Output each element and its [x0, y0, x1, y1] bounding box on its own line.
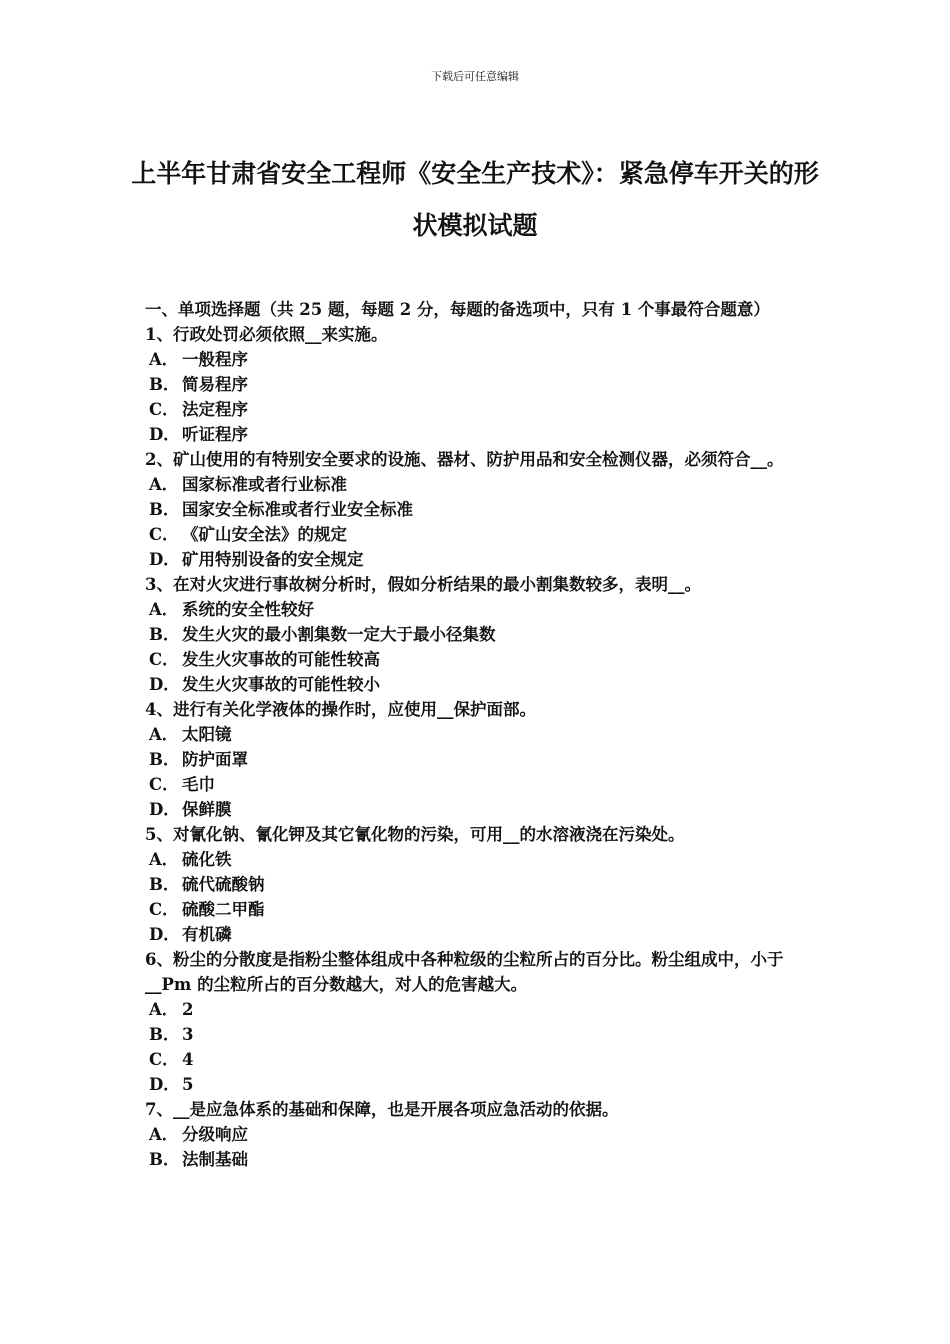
- answer-option: [145, 872, 813, 897]
- option-letter: C．: [149, 400, 179, 419]
- answer-option: [145, 347, 813, 372]
- option-text: 一般程序: [182, 350, 248, 369]
- option-letter: C．: [149, 650, 179, 669]
- option-text: 分级响应: [182, 1125, 248, 1144]
- question-item: [145, 947, 813, 1097]
- answer-option: [145, 1022, 813, 1047]
- answer-option: [145, 1047, 813, 1072]
- answer-option: [145, 797, 813, 822]
- option-letter: B．: [149, 875, 180, 894]
- answer-option: [145, 597, 813, 622]
- question-item: [145, 572, 813, 697]
- question-list: [145, 322, 813, 1172]
- option-text: 5: [182, 1075, 194, 1094]
- option-text: 国家安全标准或者行业安全标准: [182, 500, 413, 519]
- section-heading: 一、单项选择题（共 25 题，每题 2 分，每题的备选项中，只有 1 个事最符合题意）: [145, 300, 770, 319]
- option-text: 2: [182, 1000, 194, 1019]
- answer-option: [145, 647, 813, 672]
- option-text: 简易程序: [182, 375, 248, 394]
- option-letter: D．: [149, 675, 180, 694]
- option-letter: B．: [149, 375, 180, 394]
- option-text: 《矿山安全法》的规定: [182, 525, 347, 544]
- question-stem: 6、粉尘的分散度是指粉尘整体组成中各种粒级的尘粒所占的百分比。粉尘组成中，小于__Pm 的尘粒所占的百分数越大，对人的危害越大。: [145, 950, 784, 994]
- option-text: 系统的安全性较好: [182, 600, 314, 619]
- document-title: 上半年甘肃省安全工程师《安全生产技术》：紧急停车开关的形状模拟试题: [131, 159, 819, 240]
- option-text: 发生火灾事故的可能性较高: [182, 650, 380, 669]
- question-stem: 5、对氰化钠、氰化钾及其它氰化物的污染，可用__的水溶液浇在污染处。: [145, 825, 685, 844]
- answer-option: [145, 722, 813, 747]
- option-text: 硫代硫酸钠: [182, 875, 265, 894]
- option-letter: A．: [149, 1125, 179, 1144]
- option-letter: C．: [149, 525, 179, 544]
- question-item: [145, 822, 813, 947]
- header-note: 下载后可任意编辑: [431, 70, 519, 83]
- question-item: [145, 697, 813, 822]
- option-letter: D．: [149, 425, 180, 444]
- option-letter: B．: [149, 1025, 180, 1044]
- option-letter: A．: [149, 850, 179, 869]
- question-stem: 4、进行有关化学液体的操作时，应使用__保护面部。: [145, 700, 536, 719]
- answer-option: [145, 422, 813, 447]
- option-letter: C．: [149, 1050, 179, 1069]
- answer-option: [145, 1072, 813, 1097]
- answer-option: [145, 472, 813, 497]
- question-item: [145, 1097, 813, 1172]
- option-text: 硫酸二甲酯: [182, 900, 265, 919]
- answer-option: [145, 922, 813, 947]
- question-item: [145, 322, 813, 447]
- option-text: 毛巾: [182, 775, 215, 794]
- option-text: 防护面罩: [182, 750, 248, 769]
- option-letter: A．: [149, 725, 179, 744]
- answer-option: [145, 622, 813, 647]
- option-text: 国家标准或者行业标准: [182, 475, 347, 494]
- option-text: 矿用特别设备的安全规定: [182, 550, 364, 569]
- option-text: 太阳镜: [182, 725, 232, 744]
- question-stem: 3、在对火灾进行事故树分析时，假如分析结果的最小割集数较多，表明__。: [145, 575, 701, 594]
- question-item: [145, 447, 813, 572]
- exam-content: [145, 297, 813, 1172]
- option-letter: B．: [149, 625, 180, 644]
- option-letter: A．: [149, 1000, 179, 1019]
- option-text: 硫化铁: [182, 850, 232, 869]
- option-text: 发生火灾的最小割集数一定大于最小径集数: [182, 625, 496, 644]
- answer-option: [145, 747, 813, 772]
- option-letter: D．: [149, 800, 180, 819]
- answer-option: [145, 672, 813, 697]
- option-text: 法定程序: [182, 400, 248, 419]
- question-stem: 2、矿山使用的有特别安全要求的设施、器材、防护用品和安全检测仪器，必须符合__。: [145, 450, 784, 469]
- option-letter: A．: [149, 600, 179, 619]
- option-letter: B．: [149, 750, 180, 769]
- option-letter: D．: [149, 1075, 180, 1094]
- answer-option: [145, 1147, 813, 1172]
- answer-option: [145, 997, 813, 1022]
- option-text: 4: [182, 1050, 194, 1069]
- option-letter: B．: [149, 500, 180, 519]
- answer-option: [145, 772, 813, 797]
- option-text: 保鲜膜: [182, 800, 232, 819]
- option-text: 发生火灾事故的可能性较小: [182, 675, 380, 694]
- option-text: 法制基础: [182, 1150, 248, 1169]
- answer-option: [145, 522, 813, 547]
- answer-option: [145, 372, 813, 397]
- option-letter: C．: [149, 900, 179, 919]
- option-text: 听证程序: [182, 425, 248, 444]
- option-letter: C．: [149, 775, 179, 794]
- question-stem: 7、__是应急体系的基础和保障，也是开展各项应急活动的依据。: [145, 1100, 619, 1119]
- answer-option: [145, 547, 813, 572]
- option-letter: A．: [149, 350, 179, 369]
- option-letter: B．: [149, 1150, 180, 1169]
- answer-option: [145, 1122, 813, 1147]
- option-letter: A．: [149, 475, 179, 494]
- answer-option: [145, 847, 813, 872]
- option-text: 3: [182, 1025, 194, 1044]
- answer-option: [145, 897, 813, 922]
- option-text: 有机磷: [182, 925, 232, 944]
- option-letter: D．: [149, 925, 180, 944]
- answer-option: [145, 397, 813, 422]
- question-stem: 1、行政处罚必须依照__来实施。: [145, 325, 388, 344]
- answer-option: [145, 497, 813, 522]
- option-letter: D．: [149, 550, 180, 569]
